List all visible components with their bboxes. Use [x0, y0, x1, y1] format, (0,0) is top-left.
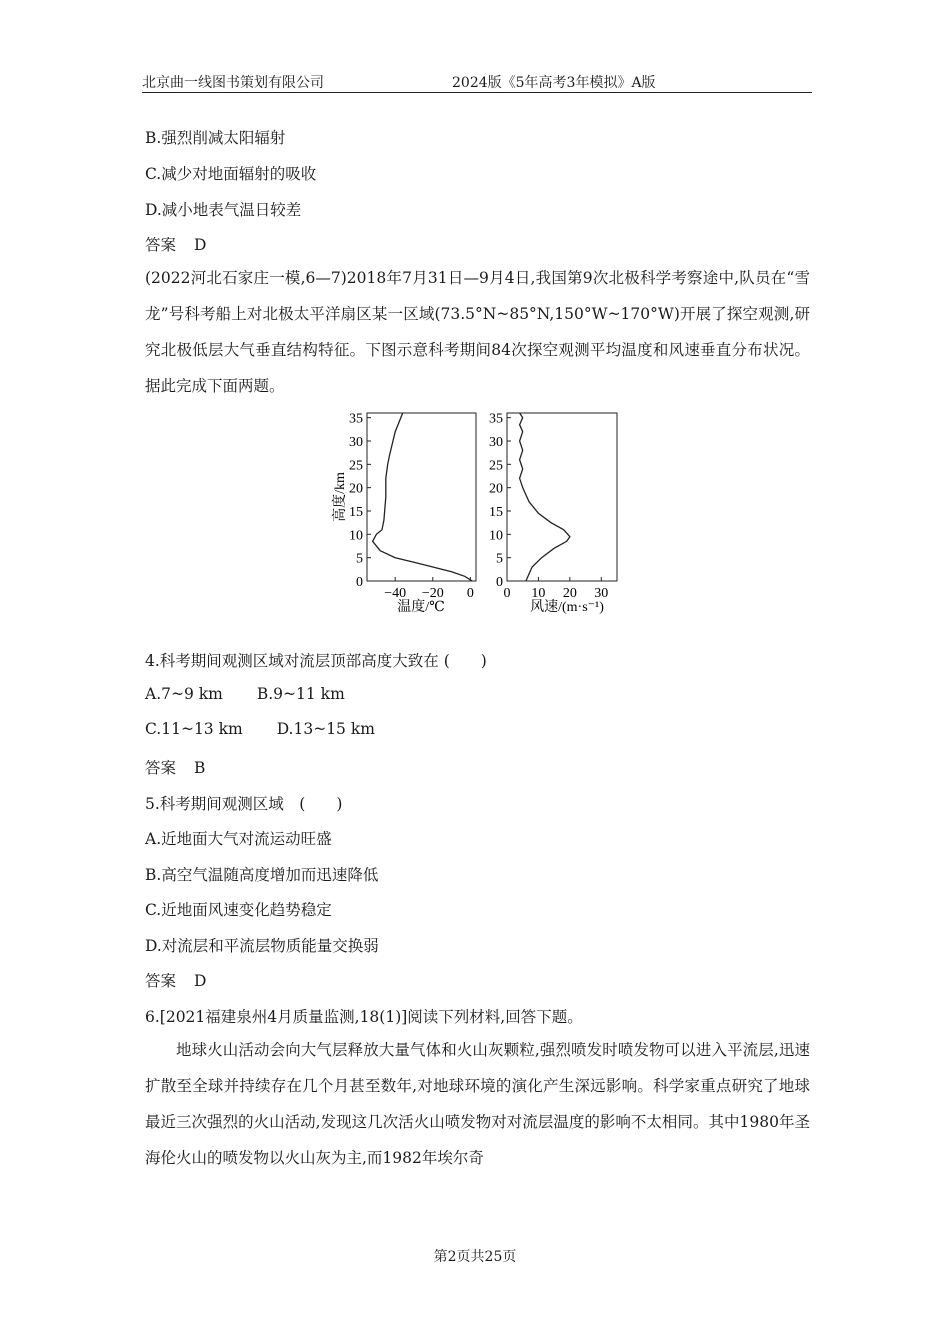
- temp-y-tick-label: 35: [349, 411, 363, 427]
- answer-label: 答案: [145, 972, 177, 990]
- wind-y-tick-label: 0: [496, 575, 503, 590]
- temp-x-tick-label: 0: [466, 586, 474, 601]
- page-header: [142, 72, 812, 93]
- wind-y-tick-label: 30: [489, 435, 503, 450]
- figure-charts: [320, 405, 630, 625]
- question-4-options-cd: [145, 720, 375, 738]
- page-footer: 第2页共25页: [433, 1249, 517, 1265]
- q4-option-b: B.9~11 km: [256, 685, 345, 703]
- temp-plot-frame: [367, 413, 476, 581]
- temp-x-tick-label: −20: [421, 586, 444, 601]
- temperature-curve: [373, 413, 473, 581]
- wind-x-tick-label: 10: [531, 586, 546, 601]
- temp-y-tick-label: 30: [349, 435, 363, 450]
- q4-option-a: A.7~9 km: [145, 685, 223, 703]
- wind-y-tick-label: 15: [489, 505, 503, 520]
- intro-paragraph: [145, 260, 810, 404]
- q4-option-c: C.11~13 km: [145, 720, 243, 738]
- book-title: 2024版《5年高考3年模拟》A版: [452, 75, 656, 91]
- option-c: C.减少对地面辐射的吸收: [145, 165, 317, 183]
- temp-y-tick-label: 5: [356, 551, 363, 567]
- answer-value: D: [194, 236, 207, 254]
- q4-answer-row: [145, 756, 205, 778]
- temp-x-axis-label: 温度/℃: [397, 600, 445, 615]
- temp-x-tick-label: −40: [384, 586, 407, 601]
- question-4-options-ab: [145, 685, 345, 703]
- q6-material-text: 地球火山活动会向大气层释放大量气体和火山灰颗粒,强烈喷发时喷发物可以进入平流层,迅速扩散至全球并持续存在几个月甚至数年,对地球环境的演化产生深远影响。科学家重点研究了地球最近三次强烈的火山活动,发现这几次活火山喷发物对对流层温度的影响不太相同。其中1980年圣海伦火山的喷发物以火山灰为主,而1982年埃尔奇: [145, 1041, 810, 1167]
- answer-value: B: [194, 759, 206, 777]
- intro-text: (2022河北石家庄一模,6—7)2018年7月31日—9月4日,我国第9次北极科学考察途中,队员在“雪龙”号科考船上对北极太平洋扇区某一区域(73.5°N~85°N,150°W~170°W)开展了探空观测,研究北极低层大气垂直结构特征。下图示意科考期间84次探空观测平均温度和风速垂直分布状况。据此完成下面两题。: [145, 269, 810, 395]
- answer-label: 答案: [145, 236, 177, 254]
- q5-option-a: A.近地面大气对流运动旺盛: [145, 830, 332, 848]
- answer-value: D: [194, 972, 207, 990]
- question-5-stem: 5.科考期间观测区域 ( ): [145, 795, 343, 813]
- publisher-name: 北京曲一线图书策划有限公司: [142, 75, 324, 91]
- option-b: B.强烈削减太阳辐射: [145, 129, 286, 147]
- wind-x-tick-label: 30: [594, 586, 609, 601]
- q5-answer-row: [145, 969, 206, 991]
- temp-y-tick-label: 10: [349, 528, 363, 544]
- q5-option-b: B.高空气温随高度增加而迅速降低: [145, 866, 379, 884]
- q6-material: [145, 1032, 810, 1176]
- wind-plot-frame: [507, 413, 617, 581]
- q4-option-d: D.13~15 km: [276, 720, 375, 738]
- wind-y-tick-label: 20: [489, 481, 503, 497]
- temp-y-tick-label: 20: [349, 481, 363, 497]
- wind-y-tick-label: 10: [489, 528, 503, 544]
- answer-label: 答案: [145, 759, 177, 777]
- temperature-chart: [331, 412, 476, 615]
- wind-x-tick-label: 20: [562, 586, 577, 601]
- wind-speed-curve: [520, 413, 570, 581]
- question-6-stem: 6.[2021福建泉州4月质量监测,18(1)]阅读下列材料,回答下题。: [145, 1008, 583, 1026]
- temp-y-tick-label: 0: [356, 575, 363, 590]
- wind-x-tick-label: 0: [503, 586, 511, 601]
- temp-y-tick-label: 15: [349, 505, 363, 520]
- option-d: D.减小地表气温日较差: [145, 201, 302, 219]
- answer-row: [145, 233, 206, 255]
- wind-chart: [489, 412, 617, 615]
- temp-y-tick-label: 25: [349, 458, 363, 474]
- question-4-stem: 4.科考期间观测区域对流层顶部高度大致在 ( ): [145, 652, 487, 670]
- wind-x-axis-label: 风速/(m·s⁻¹): [530, 600, 604, 615]
- temp-y-axis-label: 高度/km: [333, 472, 348, 522]
- q5-option-d: D.对流层和平流层物质能量交换弱: [145, 937, 379, 955]
- wind-y-tick-label: 25: [489, 458, 503, 474]
- wind-y-tick-label: 5: [496, 551, 503, 567]
- q5-option-c: C.近地面风速变化趋势稳定: [145, 901, 332, 919]
- wind-y-tick-label: 35: [489, 411, 503, 427]
